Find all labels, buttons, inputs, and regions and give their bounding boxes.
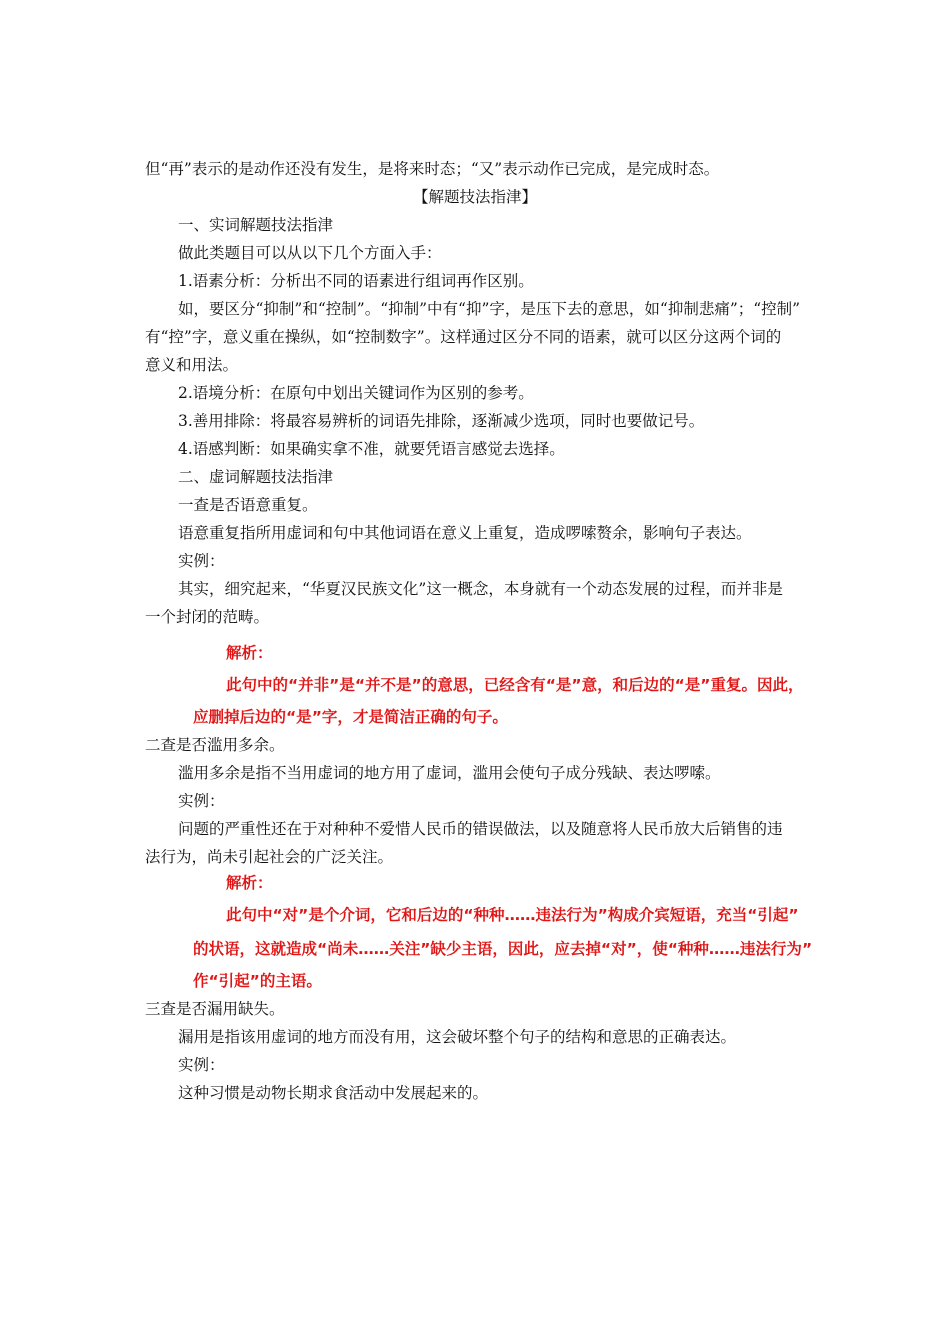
text-line-30: 三查是否漏用缺失。 (145, 1000, 285, 1018)
analysis-text-1b: 应删掉后边的“是”字，才是简洁正确的句子。 (193, 708, 508, 726)
example-label-2: 实例： (178, 792, 225, 810)
analysis-label-1: 解析： (226, 644, 273, 662)
text-line-11: 4.语感判断：如果确实拿不准，就要凭语言感觉去选择。 (178, 440, 565, 458)
example-label-1: 实例： (178, 552, 225, 570)
text-line-10: 3.善用排除：将最容易辨析的词语先排除，逐渐减少选项，同时也要做记号。 (178, 412, 705, 430)
subheading-notional-words: 一、实词解题技法指津 (178, 216, 334, 234)
text-line-33: 这种习惯是动物长期求食活动中发展起来的。 (178, 1084, 489, 1102)
section-heading: 【解题技法指津】 (412, 188, 537, 206)
text-line-5: 1.语素分析：分析出不同的语素进行组词再作区别。 (178, 272, 534, 290)
text-line-6: 如，要区分“抑制”和“控制”。“抑制”中有“抑”字，是压下去的意思，如“抑制悲痛”；“控制” (178, 300, 801, 318)
text-line-21: 二查是否滥用多余。 (145, 736, 285, 754)
text-line-22: 滥用多余是指不当用虚词的地方用了虚词，滥用会使句子成分残缺、表达啰嗦。 (178, 764, 721, 782)
text-line-16: 其实，细究起来，“华夏汉民族文化”这一概念，本身就有一个动态发展的过程，而并非是 (178, 580, 783, 598)
subheading-function-words: 二、虚词解题技法指津 (178, 468, 334, 486)
text-line-9: 2.语境分析：在原句中划出关键词作为区别的参考。 (178, 384, 534, 402)
text-line-25: 法行为，尚未引起社会的广泛关注。 (145, 848, 394, 866)
text-line-17: 一个封闭的范畴。 (145, 608, 270, 626)
analysis-text-2a: 此句中“对”是个介词，它和后边的“种种……违法行为”构成介宾短语，充当“引起” (226, 906, 799, 924)
analysis-text-1a: 此句中的“并非”是“并不是”的意思，已经含有“是”意，和后边的“是”重复。因此， (226, 676, 804, 694)
analysis-label-2: 解析： (226, 874, 273, 892)
analysis-text-2b: 的状语，这就造成“尚未……关注”缺少主语，因此，应去掉“对”，使“种种……违法行为” (193, 940, 813, 958)
text-line-8: 意义和用法。 (145, 356, 239, 374)
text-line-14: 语意重复指所用虚词和句中其他词语在意义上重复，造成啰嗦赘余，影响句子表达。 (178, 524, 752, 542)
text-line-24: 问题的严重性还在于对种种不爱惜人民币的错误做法，以及随意将人民币放大后销售的违 (178, 820, 783, 838)
text-line-4: 做此类题目可以从以下几个方面入手： (178, 244, 442, 262)
text-line-7: 有“控”字，意义重在操纵，如“控制数字”。这样通过区分不同的语素，就可以区分这两个词的 (145, 328, 782, 346)
text-line-13: 一查是否语意重复。 (178, 496, 318, 514)
text-line-31: 漏用是指该用虚词的地方而没有用，这会破坏整个句子的结构和意思的正确表达。 (178, 1028, 737, 1046)
text-line-1: 但“再”表示的是动作还没有发生，是将来时态；“又”表示动作已完成，是完成时态。 (145, 160, 720, 178)
analysis-text-2c: 作“引起”的主语。 (193, 972, 322, 990)
example-label-3: 实例： (178, 1056, 225, 1074)
